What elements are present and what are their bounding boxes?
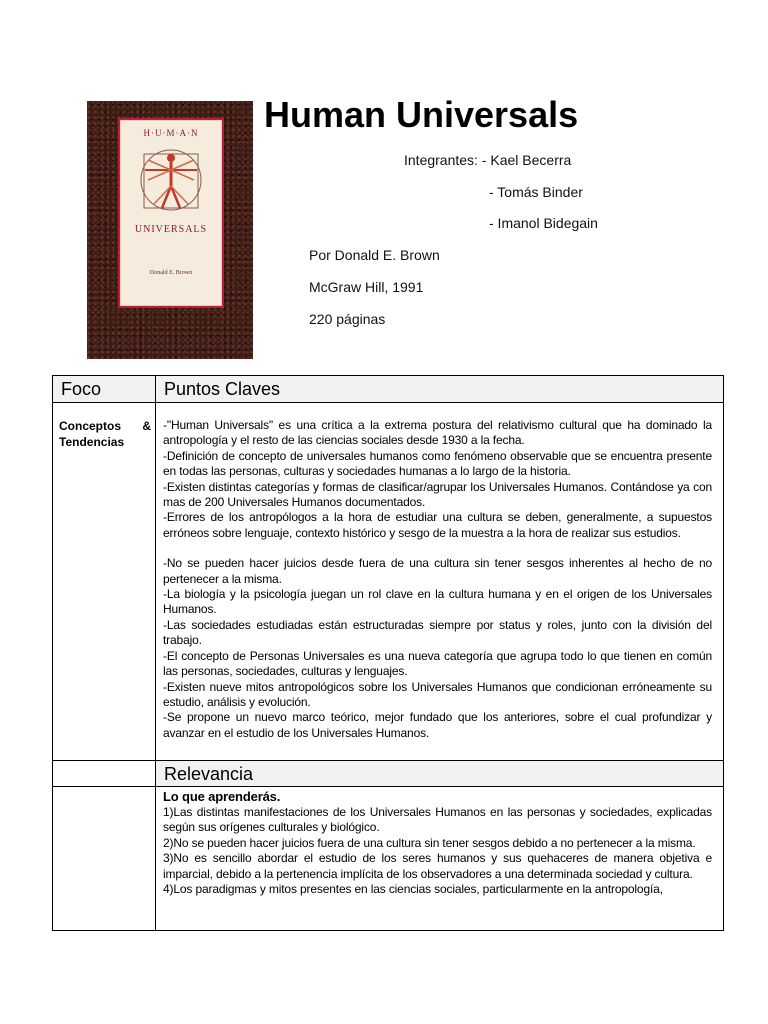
cover-author: Donald E. Brown [149, 270, 193, 276]
team-member-3: - Imanol Bidegain [489, 215, 598, 231]
vitruvian-man-icon [134, 142, 208, 216]
key-point: -No se pueden hacer juicios desde fuera de una cultura sin tener sesgos inherentes al hecho de no pertenecer a la misma. [163, 556, 712, 586]
author-line: Por Donald E. Brown [309, 247, 440, 263]
team-member-1: - Kael Becerra [481, 152, 572, 168]
page-title: Human Universals [264, 94, 579, 135]
key-point: -"Human Universals" es una crítica a la extrema postura del relativismo cultural que ha dominado la antropología y el resto de las ciencias sociales desde 1930 a la fecha. [163, 418, 712, 448]
key-point: -Errores de los antropólogos a la hora de estudiar una cultura se deben, generalmente, a supuestos erróneos sobre lenguaje, contexto histórico y sesgo de la muestra a la hora de realizar sus estudios. [163, 510, 712, 540]
team-line [404, 151, 571, 169]
learning-item: 2)No se pueden hacer juicios fuera de una cultura sin tener sesgos debido a no pertenecer a la misma. [163, 835, 696, 850]
key-point: -Las sociedades estudiadas están estructuradas siempre por status y roles, junto con la división del trabajo. [163, 617, 712, 648]
learning-item: 1)Las distintas manifestaciones de los Universales Humanos en las personas y sociedades, explicadas según sus orígenes culturales y biológico. [163, 805, 712, 835]
relevance-header: Relevancia [156, 761, 723, 787]
column-divider [155, 376, 156, 930]
book-cover-panel [118, 118, 224, 308]
focus-word-2: Tendencias [59, 435, 125, 449]
key-point: -Definición de concepto de universales humanos como fenómeno observable que se encuentra presente en todas las personas, culturas y sociedades humanas a lo largo de la historia. [163, 448, 712, 479]
team-member-2: - Tomás Binder [489, 184, 583, 200]
key-point: -El concepto de Personas Universales es una nueva categoría que agrupa todo lo que tienen en común las personas, sociedades, culturas y lenguajes. [163, 648, 712, 679]
cover-top-title: H·U·M·A·N [143, 128, 199, 138]
focus-header: Foco [53, 376, 155, 403]
summary-table [52, 375, 724, 931]
row-divider [53, 786, 723, 787]
learning-item: 4)Los paradigmas y mitos presentes en las ciencias sociales, particularmente en la antropología, [163, 882, 663, 897]
points-header: Puntos Claves [156, 376, 723, 403]
key-point: -Existen nueve mitos antropológicos sobre los Universales Humanos que condicionan erróneamente su estudio, análisis y evolución. [163, 679, 712, 709]
book-cover [87, 101, 253, 359]
learning-item: 3)No es sencillo abordar el estudio de los seres humanos y sus quehaceres de manera objetiva e imparcial, debido a la pertenencia implícita de los observadores a una determinada sociedad y cultura. [163, 851, 712, 881]
learning-content [163, 789, 712, 897]
pages-line: 220 páginas [309, 311, 386, 327]
key-point: -La biología y la psicología juegan un rol clave en la cultura humana y en el origen de los Universales Humanos. [163, 587, 712, 617]
cover-bottom-title: UNIVERSALS [134, 224, 208, 235]
key-point: -Se propone un nuevo marco teórico, mejor fundado que los anteriores, sobre el cual profundizar y avanzar en el estudio de los Universales Humanos. [163, 710, 712, 740]
key-points-content [163, 418, 712, 741]
learning-title: Lo que aprenderás. [163, 789, 281, 804]
focus-word-1: Conceptos [59, 419, 122, 433]
team-label: Integrantes: [404, 152, 478, 168]
key-point: -Existen distintas categorías y formas de clasificar/agrupar los Universales Humanos. Contándose ya con mas de 200 Universales Humanos documentados. [163, 479, 712, 510]
focus-label-concepts [59, 418, 151, 450]
publisher-line: McGraw Hill, 1991 [309, 279, 424, 295]
focus-amp: & [142, 419, 151, 433]
